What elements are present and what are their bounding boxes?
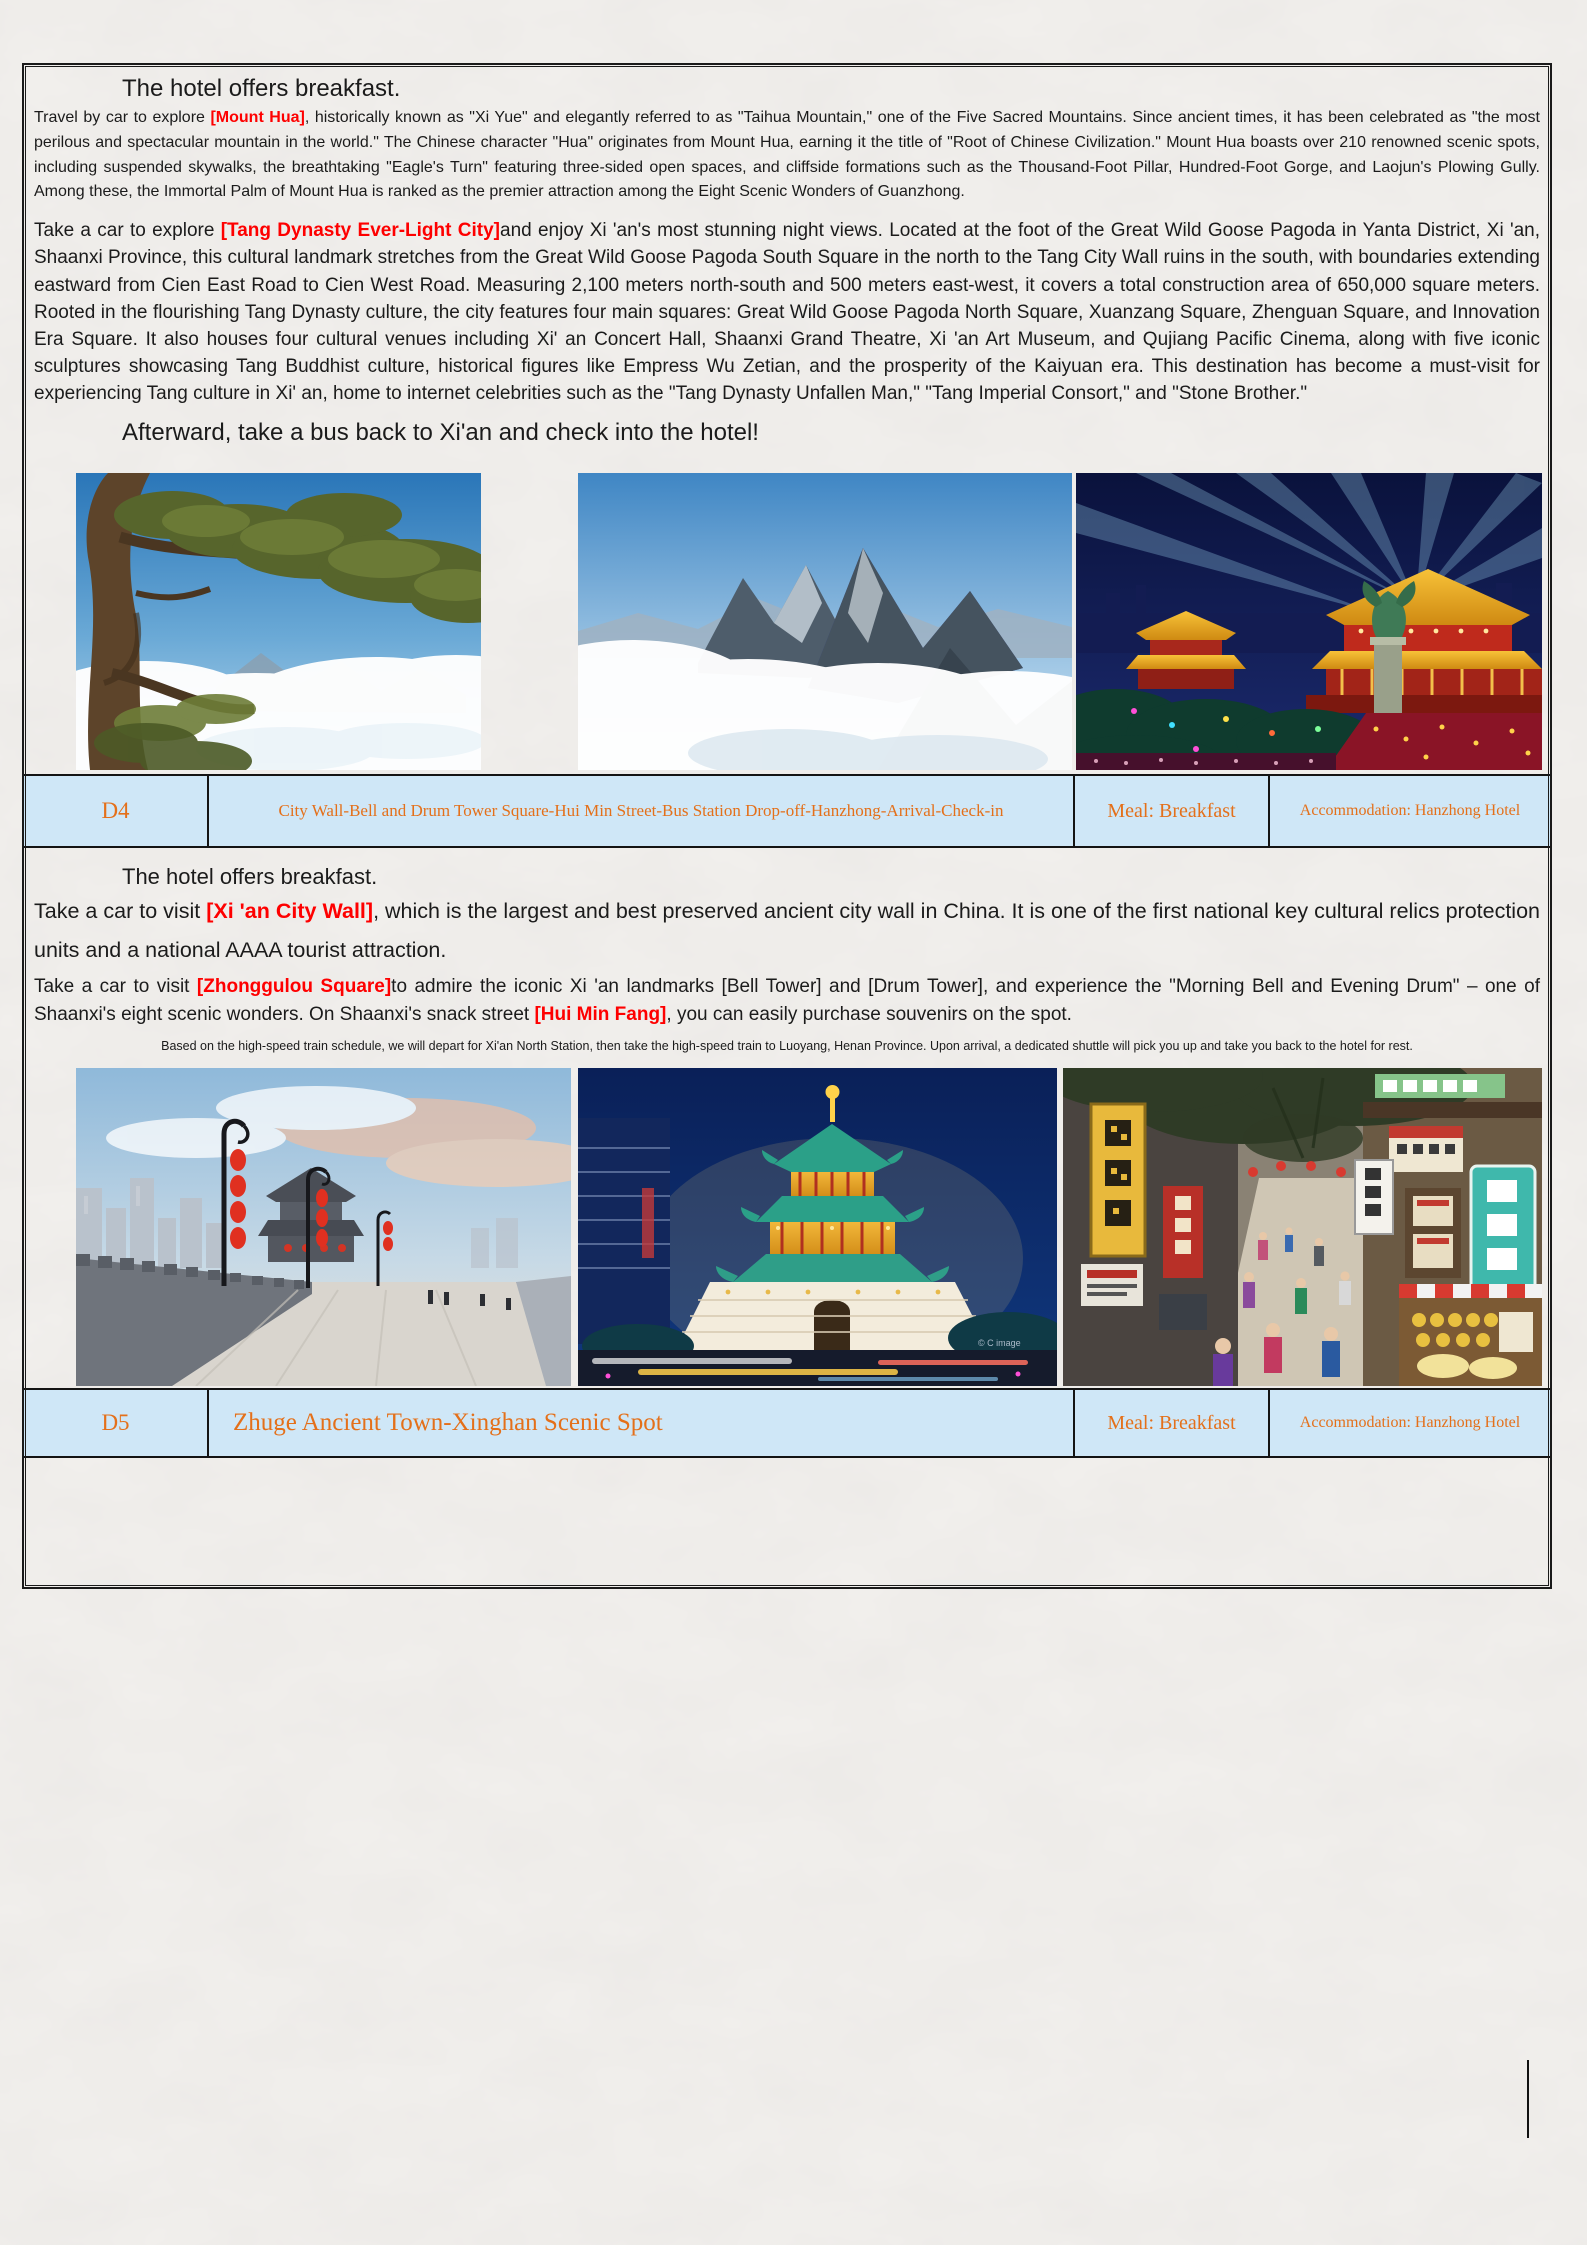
mount-hua-paragraph: [34, 106, 1540, 205]
day4-label: D4: [101, 798, 130, 824]
svg-text:© C image: © C image: [978, 1338, 1021, 1349]
day5-summary-row: [24, 1388, 1550, 1458]
mount-hua-sea-of-clouds-photo: [578, 473, 1072, 770]
mount-hua-body: , historically known as "Xi Yue" and elegantly referred to as "Taihua Mountain," one of the Five Sacred Mountains. Since ancient times, it has been celebrated as "the most perilous and spectacular mountain in the world." The Chinese character "Hua" originates from Mount Hua, earning it the title of "Root of Chinese Civilization." Mount Hua boasts over 210 renowned scenic spots, including suspended skywalks, the breathtaking "Eagle's Turn" featuring three-sided open spaces, and cliffside formations such as the Thousand-Foot Pillar, Hundred-Foot Gorge, and Laojun's Plowing Gully. Among these, the Immortal Palm of Mount Hua is ranked as the premier attraction among the Eight Scenic Wonders of Guanzhong.: [34, 109, 1541, 201]
day3-breakfast-note: The hotel offers breakfast.: [122, 75, 401, 102]
day4-meal: Meal: Breakfast: [1073, 776, 1268, 846]
huiminfang-highlight: [Hui Min Fang]: [534, 1004, 667, 1026]
day4-photo-row: [24, 1068, 1550, 1386]
tang-city-paragraph: [34, 217, 1540, 407]
hui-min-street-photo: [1063, 1068, 1542, 1386]
city-wall-lead: Take a car to visit: [34, 899, 207, 924]
city-wall-body: , which is the largest and best preserved ancient city wall in China. It is one of the first national key cultural relics protection units and a national AAAA tourist attraction.: [34, 899, 1540, 963]
tang-city-lead: Take a car to explore: [34, 220, 221, 242]
bell-tower-night-photo: [578, 1068, 1057, 1386]
mount-hua-highlight: [Mount Hua]: [210, 109, 305, 126]
mount-hua-lead: Travel by car to explore: [34, 109, 211, 126]
train-transfer-note: Based on the high-speed train schedule, we will depart for Xi'an North Station, then take the high-speed train to Luoyang, Henan Province. Upon arrival, a dedicated shuttle will pick you up and take you back to the hotel for rest.: [161, 1038, 1413, 1053]
city-wall-paragraph: [34, 892, 1540, 970]
zhonggulou-tail: , you can easily purchase souvenirs on the spot.: [666, 1004, 1072, 1026]
itinerary-content-frame: [22, 63, 1552, 1589]
day5-meal: Meal: Breakfast: [1073, 1390, 1268, 1456]
day3-photo-row: [24, 473, 1550, 770]
city-wall-highlight: [Xi 'an City Wall]: [206, 899, 374, 924]
xian-city-wall-photo: [76, 1068, 571, 1386]
day4-route: City Wall-Bell and Drum Tower Square-Hui Min Street-Bus Station Drop-off-Hanzhong-Arrival-Check-in: [207, 776, 1073, 846]
day5-accommodation: Accommodation: Hanzhong Hotel: [1268, 1390, 1550, 1456]
tang-city-body: and enjoy Xi 'an's most stunning night views. Located at the foot of the Great Wild Goose Pagoda in Yanta District, Xi 'an, Shaanxi Province, this cultural landmark stretches from the Great Wild Goose Pagoda South Square in the north to the Tang City Wall ruins in the south, with boundaries extending eastward from Cien East Road to Cien West Road. Measuring 2,100 meters north-south and 500 meters east-west, it covers a total construction area of 650,000 square meters. Rooted in the flourishing Tang Dynasty culture, the city features four main squares: Great Wild Goose Pagoda North Square, Xuanzang Square, Zhenguan Square, and Innovation Era Square. It also houses four cultural venues including Xi' an Concert Hall, Shaanxi Grand Theatre, Xi 'an Art Museum, and Qujiang Pacific Cinema, along with five iconic sculptures showcasing Tang Buddhist culture, historical figures like Empress Wu Zetian, and the prosperity of the Kaiyuan era. This destination has become a must-visit for experiencing Tang culture in Xi' an, home to internet celebrities such as the "Tang Dynasty Unfallen Man," "Tang Imperial Consort," and "Stone Brother.": [34, 220, 1541, 405]
mount-hua-pine-tree-photo: [76, 473, 481, 770]
day5-label: D5: [101, 1410, 130, 1436]
tang-dynasty-ever-bright-city-night-photo: [1076, 473, 1542, 770]
day4-breakfast-note: The hotel offers breakfast.: [122, 864, 378, 890]
zhonggulou-paragraph: [34, 973, 1540, 1030]
day5-route: Zhuge Ancient Town-Xinghan Scenic Spot: [207, 1390, 1073, 1456]
zhonggulou-highlight: [Zhonggulou Square]: [196, 975, 392, 997]
zhonggulou-middle: to admire the iconic Xi 'an landmarks [Bell Tower] and [Drum Tower], and experience the "Morning Bell and Evening Drum" – one of Shaanxi's eight scenic wonders. On Shaanxi's snack street: [34, 975, 1540, 1026]
text-cursor-mark: [1527, 2060, 1529, 2138]
afterward-note: Afterward, take a bus back to Xi'an and check into the hotel!: [122, 419, 759, 447]
zhonggulou-lead: Take a car to visit: [34, 975, 197, 997]
day4-accommodation: Accommodation: Hanzhong Hotel: [1268, 776, 1550, 846]
tang-city-highlight: [Tang Dynasty Ever-Light City]: [220, 220, 500, 242]
day4-summary-row: [24, 774, 1550, 848]
